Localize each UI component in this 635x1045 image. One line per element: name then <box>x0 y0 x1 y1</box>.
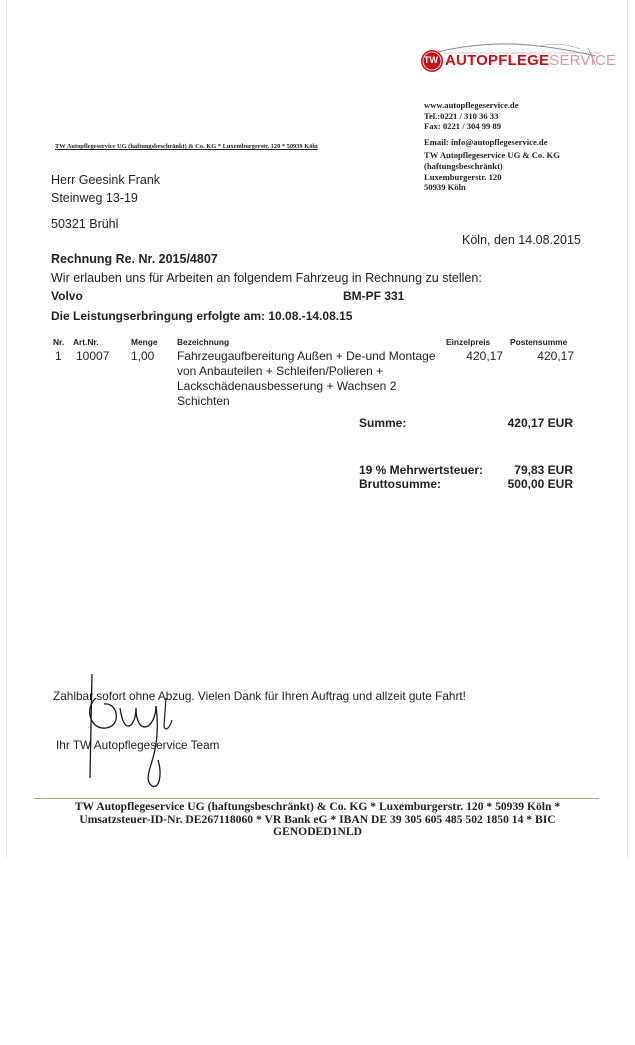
invoice-date: Köln, den 14.08.2015 <box>462 233 581 247</box>
vehicle-make: Volvo <box>51 289 83 303</box>
contact-block <box>424 100 560 193</box>
row-menge: 1,00 <box>131 349 155 363</box>
scan-edge-left <box>6 0 7 858</box>
contact-company: TW Autopflegeservice UG & Co. KG <box>424 150 560 161</box>
contact-email: Email: info@autopflegeservice.de <box>424 136 548 147</box>
footer-line-3: GENODED1NLD <box>273 825 362 838</box>
closing-team: Ihr TW Autopflegeservice Team <box>56 738 220 752</box>
logo-wordmark <box>445 52 616 69</box>
contact-street: Luxemburgerstr. 120 <box>424 171 502 182</box>
col-header-menge: Menge <box>131 337 158 347</box>
row-bezeichnung: Fahrzeugaufbereitung Außen + De-und Montage von Anbauteilen + Schleifen/Polieren + Lackschädenausbesserung + Wachsen 2 Schichten <box>177 349 436 408</box>
logo-brand-red: AUTOPFLEGE <box>445 52 550 69</box>
col-header-postensumme: Postensumme <box>510 337 568 347</box>
contact-city: 50939 Köln <box>424 182 466 193</box>
brutto-value: 500,00 EUR <box>507 477 573 491</box>
recipient-address <box>51 171 160 233</box>
footer-block <box>30 801 605 839</box>
col-header-einzelpreis: Einzelpreis <box>446 337 491 347</box>
contact-tel: Tel.:0221 / 310 36 33 <box>424 110 499 121</box>
recipient-street: Steinweg 13-19 <box>51 191 138 205</box>
logo-brand-grey: SERVICE <box>549 52 617 69</box>
mwst-value: 79,83 EUR <box>514 463 573 477</box>
contact-fax: Fax: 0221 / 304 99 89 <box>424 121 502 132</box>
footer-line-1: TW Autopflegeservice UG (haftungsbeschränkt) & Co. KG * Luxemburgerstr. 120 * 50939 Köln * <box>74 800 561 813</box>
row-postensumme: 420,17 <box>537 349 574 363</box>
summe-label: Summe: <box>359 416 407 430</box>
col-header-bezeichnung: Bezeichnung <box>177 337 230 347</box>
col-header-nr: Nr. <box>53 337 65 347</box>
service-period: Die Leistungserbringung erfolgte am: 10.08.-14.08.15 <box>51 309 353 323</box>
col-header-art: Art.Nr. <box>73 337 99 347</box>
company-logo <box>418 40 617 75</box>
contact-company-suffix: (haftungsbeschränkt) <box>424 160 503 171</box>
payment-note: Zahlbar sofort ohne Abzug. Vielen Dank für Ihren Auftrag und allzeit gute Fahrt! <box>53 689 466 703</box>
row-nr: 1 <box>55 349 62 363</box>
brutto-label: Bruttosumme: <box>359 477 442 491</box>
summe-value: 420,17 EUR <box>507 416 573 430</box>
mwst-label: 19 % Mehrwertsteuer: <box>359 463 484 477</box>
scan-edge-right <box>627 0 628 858</box>
invoice-intro: Wir erlauben uns für Arbeiten an folgendem Fahrzeug in Rechnung zu stellen: <box>51 271 482 285</box>
recipient-city: 50321 Brühl <box>51 217 119 231</box>
footer-rule <box>34 798 599 799</box>
tw-badge-text: TW <box>424 55 438 65</box>
recipient-name: Herr Geesink Frank <box>51 173 161 187</box>
row-einzelpreis: 420,17 <box>466 349 503 363</box>
row-art: 10007 <box>76 349 110 363</box>
footer-line-2: Umsatzsteuer-ID-Nr. DE267118060 * VR Bank eG * IBAN DE 39 305 605 485 502 1850 14 * BIC <box>79 812 556 826</box>
sender-address-line: TW Autopflegeservice UG (haftungsbeschränkt) & Co. KG * Luxemburgerstr. 120 * 50939 Köln <box>55 143 318 150</box>
vehicle-plate: BM-PF 331 <box>343 289 405 303</box>
contact-web: www.autopflegeservice.de <box>424 100 519 110</box>
signature-icon <box>70 668 210 793</box>
invoice-title: Rechnung Re. Nr. 2015/4807 <box>51 252 218 266</box>
